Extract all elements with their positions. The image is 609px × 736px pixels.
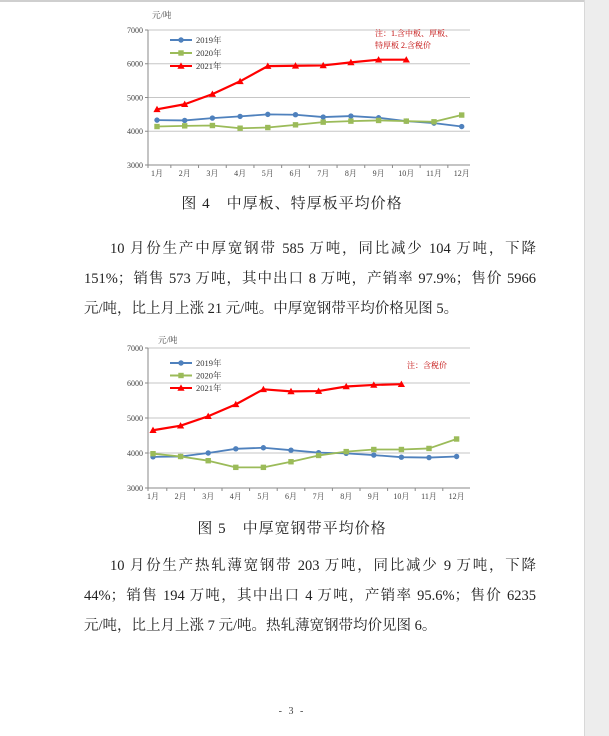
figure5-line-chart (125, 333, 481, 511)
svg-text:3000: 3000 (127, 483, 143, 493)
svg-text:1月: 1月 (147, 492, 159, 501)
svg-text:11月: 11月 (421, 492, 437, 501)
figure4-caption: 图 4 中厚板、特厚板平均价格 (181, 196, 403, 212)
svg-text:2021年: 2021年 (196, 383, 222, 393)
chart-note (407, 360, 447, 370)
svg-text:11月: 11月 (426, 169, 442, 178)
svg-text:特厚板 2.含税价: 特厚板 2.含税价 (375, 41, 431, 50)
svg-text:2019年: 2019年 (196, 358, 222, 368)
page-number: - 3 - (278, 706, 306, 717)
paragraph-line: 44%；销售 194 万吨，其中出口 4 万吨，产销率 95.6%；售价 6235 (84, 588, 536, 604)
svg-text:注：含税价: 注：含税价 (407, 361, 447, 370)
chart-legend (170, 35, 222, 71)
svg-text:2020年: 2020年 (196, 370, 222, 381)
figure4-line-chart (125, 8, 481, 186)
svg-text:10月: 10月 (398, 169, 415, 178)
svg-text:8月: 8月 (344, 169, 357, 178)
svg-text:6月: 6月 (289, 169, 302, 178)
svg-text:2月: 2月 (174, 492, 187, 501)
svg-text:元/吨: 元/吨 (152, 10, 172, 20)
paragraph-line: 元/吨，比上月上涨 21 元/吨。中厚宽钢带平均价格见图 5。 (84, 301, 459, 317)
svg-text:2月: 2月 (178, 169, 191, 178)
svg-text:1月: 1月 (151, 169, 163, 178)
svg-text:7000: 7000 (127, 343, 143, 353)
series-2019年 (154, 112, 464, 130)
svg-text:7000: 7000 (127, 25, 143, 35)
svg-text:12月: 12月 (448, 492, 465, 501)
svg-text:3000: 3000 (127, 160, 143, 170)
svg-text:5月: 5月 (261, 169, 274, 178)
svg-text:10月: 10月 (393, 492, 410, 501)
svg-text:5000: 5000 (127, 413, 143, 423)
svg-text:5000: 5000 (127, 93, 143, 103)
svg-text:注：1.含中板、厚板、: 注：1.含中板、厚板、 (375, 29, 453, 38)
line-chart-svg (125, 8, 481, 186)
svg-text:7月: 7月 (317, 169, 330, 178)
svg-text:元/吨: 元/吨 (158, 335, 178, 345)
paragraph-production-hot-rolled-strip (84, 551, 536, 641)
chart-legend (170, 358, 222, 393)
chart-note (375, 28, 453, 50)
svg-text:3月: 3月 (202, 492, 215, 501)
svg-text:5月: 5月 (257, 492, 270, 501)
svg-text:2021年: 2021年 (196, 61, 222, 71)
figure5-caption: 图 5 中厚宽钢带平均价格 (197, 521, 387, 537)
svg-text:4月: 4月 (234, 169, 247, 178)
svg-text:8月: 8月 (340, 492, 353, 501)
line-chart-svg (125, 333, 481, 511)
svg-text:12月: 12月 (453, 169, 470, 178)
paragraph-line: 10 月份生产中厚宽钢带 585 万吨，同比减少 104 万吨，下降 (110, 241, 536, 257)
x-axis (147, 488, 470, 501)
page-top-border (0, 0, 584, 2)
x-axis (148, 165, 470, 178)
paragraph-line: 151%；销售 573 万吨，其中出口 8 万吨，产销率 97.9%；售价 5966 (84, 271, 536, 287)
svg-text:4000: 4000 (127, 127, 143, 137)
svg-text:4月: 4月 (229, 492, 242, 501)
svg-text:6000: 6000 (127, 59, 143, 69)
page-right-margin (584, 0, 609, 736)
svg-text:6月: 6月 (285, 492, 297, 501)
svg-text:6000: 6000 (127, 378, 143, 388)
svg-text:2019年: 2019年 (196, 35, 222, 45)
svg-text:2020年: 2020年 (196, 48, 222, 58)
series-2021年 (153, 56, 410, 112)
svg-text:7月: 7月 (312, 492, 325, 501)
svg-text:4000: 4000 (127, 448, 143, 458)
paragraph-line: 10 月份生产热轧薄宽钢带 203 万吨，同比减少 9 万吨，下降 (110, 558, 536, 574)
svg-text:9月: 9月 (367, 492, 380, 501)
paragraph-production-medium-plate (84, 234, 536, 324)
paragraph-line: 元/吨，比上月上涨 7 元/吨。热轧薄宽钢带均价见图 6。 (84, 618, 437, 634)
svg-text:9月: 9月 (372, 169, 385, 178)
svg-text:3月: 3月 (206, 169, 219, 178)
